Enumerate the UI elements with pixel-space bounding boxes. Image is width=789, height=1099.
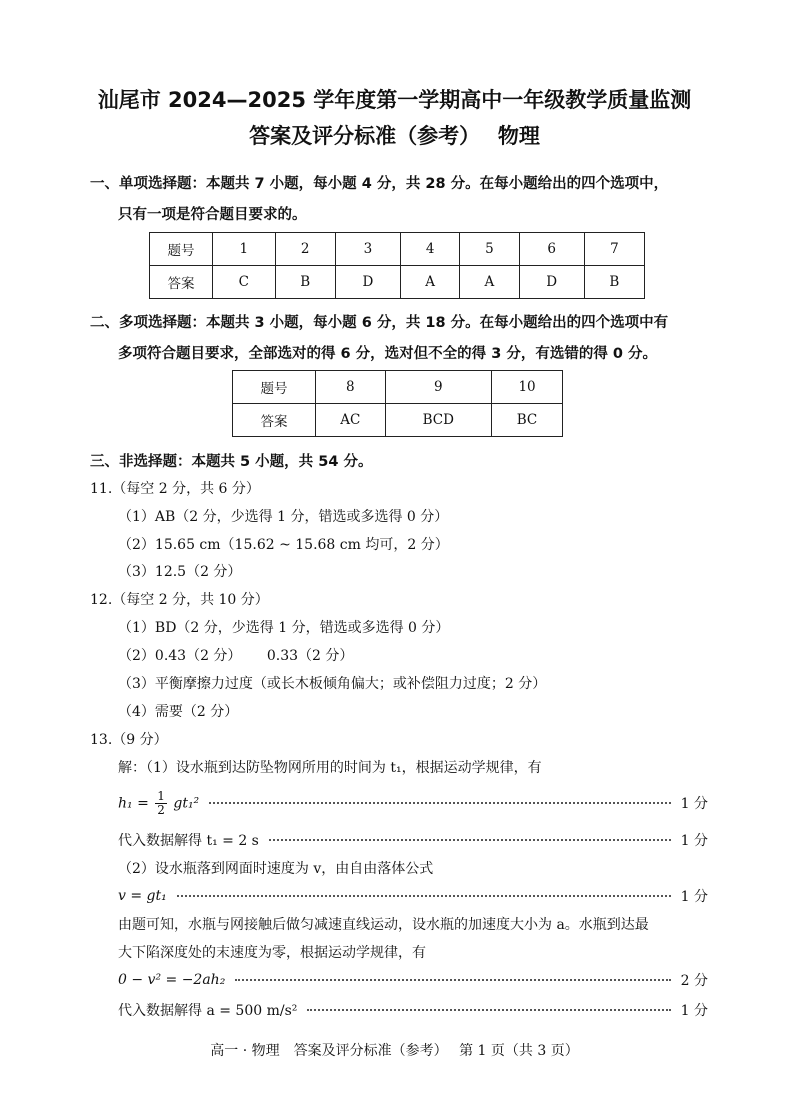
section3-heading: 三、非选择题：本题共 5 小题，共 54 分。 <box>90 454 373 470</box>
document-subtitle: 答案及评分标准（参考） 物理 <box>249 124 540 148</box>
q12-heading: 12.（每空 2 分，共 10 分） <box>90 592 269 608</box>
q11-answer-3: （3）12.5（2 分） <box>118 564 242 580</box>
table-cell: B <box>584 266 644 299</box>
table-cell: 7 <box>584 233 644 266</box>
table-cell: 3 <box>335 233 400 266</box>
table-header-cell: 答案 <box>150 266 213 299</box>
table-row <box>233 404 563 437</box>
table-header-cell: 答案 <box>233 404 316 437</box>
score-mark: 1 分 <box>680 796 708 812</box>
table-cell: B <box>275 266 335 299</box>
dotted-leader <box>177 895 671 897</box>
table-row <box>150 233 645 266</box>
q13-equation-5 <box>118 1000 708 1020</box>
q11-answer-2: （2）15.65 cm（15.62 ~ 15.68 cm 均可，2 分） <box>118 537 449 553</box>
q12-answer-1: （1）BD（2 分，少选得 1 分，错选或多选得 0 分） <box>118 620 450 636</box>
q11-answer-1: （1）AB（2 分，少选得 1 分，错选或多选得 0 分） <box>118 509 449 525</box>
equation-text: h₁ = $\frac{1}{2}$ gt₁² <box>118 788 200 817</box>
page-footer: 高一 · 物理 答案及评分标准（参考） 第 1 页（共 3 页） <box>210 1043 579 1059</box>
q13-equation-2 <box>118 830 708 850</box>
table-header-cell: 题号 <box>233 371 316 404</box>
document-title: 汕尾市 2024—2025 学年度第一学期高中一年级教学质量监测 <box>97 88 692 112</box>
table-cell: 4 <box>400 233 459 266</box>
table-cell: D <box>519 266 584 299</box>
table-cell: 1 <box>213 233 276 266</box>
q11-heading: 11.（每空 2 分，共 6 分） <box>90 481 260 497</box>
q13-equation-3 <box>118 886 708 906</box>
section1-heading-cont: 只有一项是符合题目要求的。 <box>118 207 307 223</box>
table-cell: BCD <box>385 404 492 437</box>
table-row <box>150 266 645 299</box>
table-cell: C <box>213 266 276 299</box>
score-mark: 2 分 <box>680 973 708 989</box>
table-cell: 10 <box>492 371 563 404</box>
q13-solution-intro: 解：（1）设水瓶到达防坠物网所用的时间为 t₁，根据运动学规律，有 <box>118 760 542 776</box>
equation-text: v = gt₁ <box>118 888 167 904</box>
section2-heading: 二、多项选择题：本题共 3 小题，每小题 6 分，共 18 分。在每小题给出的四个选项中有 <box>90 315 669 331</box>
q13-heading: 13.（9 分） <box>90 732 168 748</box>
single-choice-answer-table <box>149 232 645 299</box>
table-header-cell: 题号 <box>150 233 213 266</box>
table-cell: 6 <box>519 233 584 266</box>
table-cell: 5 <box>460 233 519 266</box>
score-mark: 1 分 <box>680 833 708 849</box>
equation-text: 代入数据解得 a = 500 m/s² <box>118 1003 298 1019</box>
table-cell: AC <box>316 404 386 437</box>
table-cell: D <box>335 266 400 299</box>
equation-text: 代入数据解得 t₁ = 2 s <box>118 833 259 849</box>
dotted-leader <box>307 1009 670 1011</box>
table-cell: 2 <box>275 233 335 266</box>
fraction: $\frac{1}{2}$ <box>157 788 165 817</box>
q13-equation-1 <box>118 786 708 820</box>
q13-paragraph-line-2: 大下陷深度处的末速度为零，根据运动学规律，有 <box>118 945 426 961</box>
equation-text: 0 − v² = −2ah₂ <box>118 972 226 988</box>
q12-answer-3: （3）平衡摩擦力过度（或长木板倾角偏大；或补偿阻力过度；2 分） <box>118 676 547 692</box>
score-mark: 1 分 <box>680 1003 708 1019</box>
dotted-leader <box>269 839 671 841</box>
table-cell: 8 <box>316 371 386 404</box>
table-cell: A <box>400 266 459 299</box>
table-cell: BC <box>492 404 563 437</box>
dotted-leader <box>209 802 670 804</box>
section1-heading: 一、单项选择题：本题共 7 小题，每小题 4 分，共 28 分。在每小题给出的四个选项中， <box>90 176 669 192</box>
multi-choice-answer-table <box>232 370 563 437</box>
q13-paragraph-line-1: 由题可知，水瓶与网接触后做匀减速直线运动，设水瓶的加速度大小为 a。水瓶到达最 <box>118 917 649 933</box>
score-mark: 1 分 <box>680 889 708 905</box>
q13-equation-4 <box>118 970 708 990</box>
table-cell: 9 <box>385 371 492 404</box>
table-cell: A <box>460 266 519 299</box>
section2-heading-cont: 多项符合题目要求，全部选对的得 6 分，选对但不全的得 3 分，有选错的得 0 分。 <box>118 346 658 362</box>
q13-part2-intro: （2）设水瓶落到网面时速度为 v，由自由落体公式 <box>118 861 434 877</box>
dotted-leader <box>235 979 670 981</box>
table-row <box>233 371 563 404</box>
q12-answer-4: （4）需要（2 分） <box>118 704 239 720</box>
q12-answer-2: （2）0.43（2 分） 0.33（2 分） <box>118 648 354 664</box>
